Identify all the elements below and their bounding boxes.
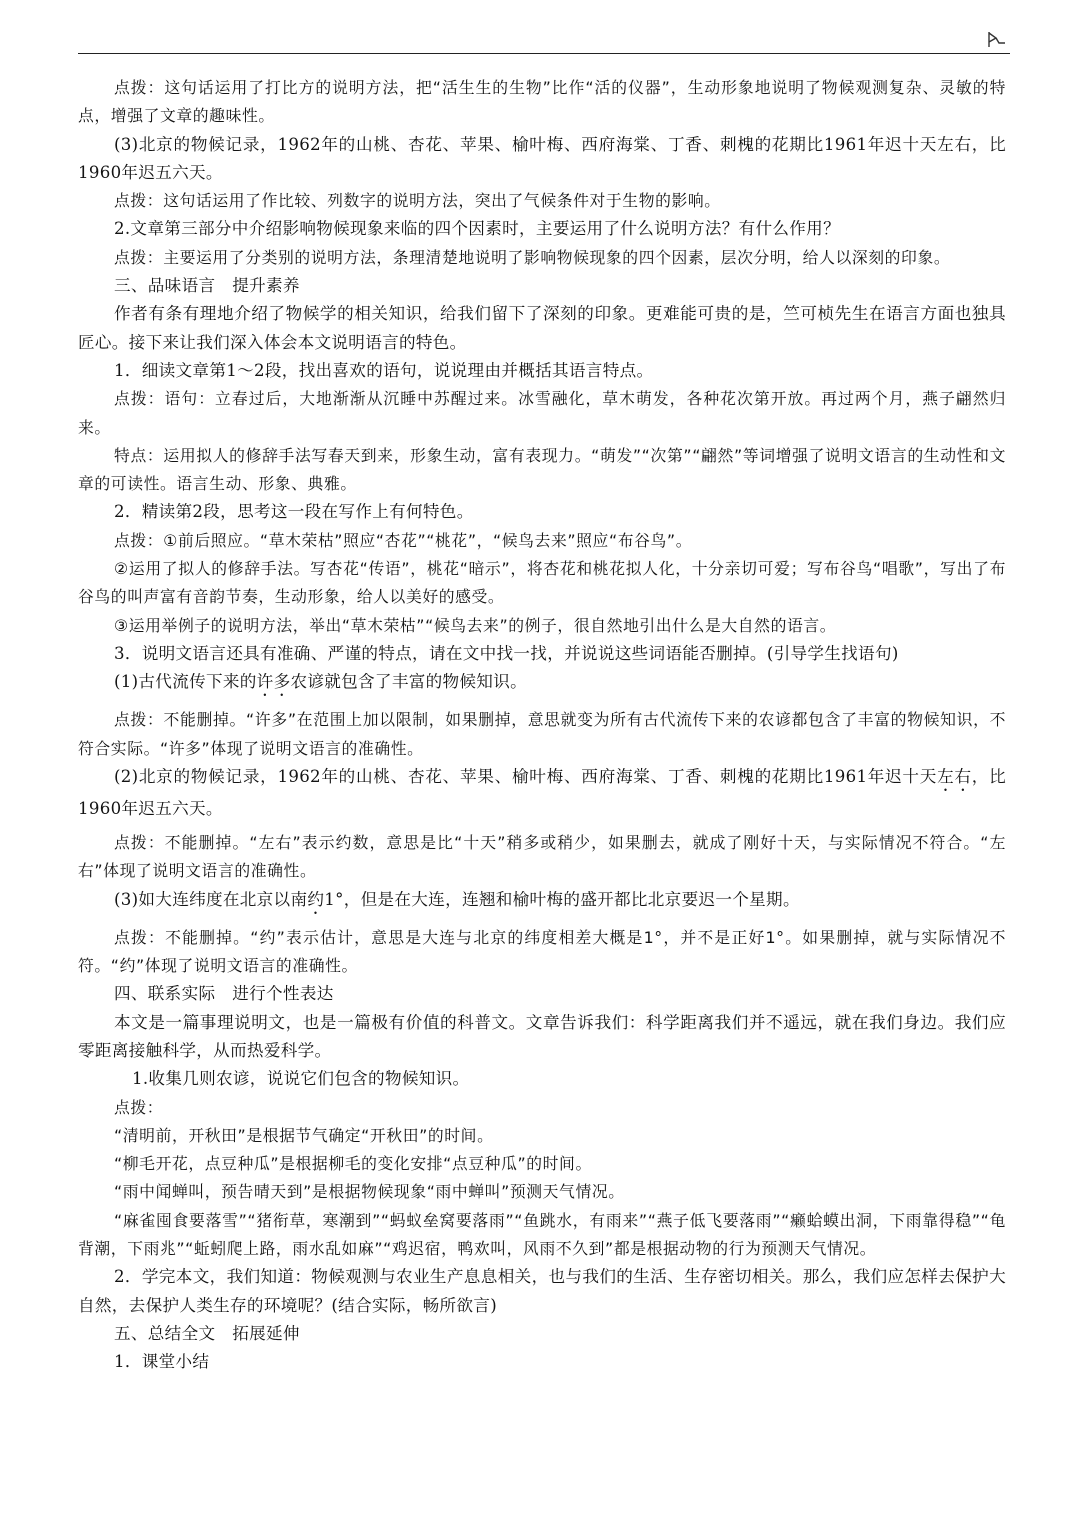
question: 2.文章第三部分中介绍影响物候现象来临的四个因素时，主要运用了什么说明方法？有什么作用？: [114, 219, 840, 239]
question: 1．细读文章第1～2段，找出喜欢的语句，说说理由并概括其语言特点。: [114, 360, 654, 380]
paragraph: 本文是一篇事理说明文，也是一篇极有价值的科普文。文章告诉我们：科学距离我们并不遥远，就在我们身边。我们应零距离接触科学，从而热爱科学。: [78, 1012, 1006, 1060]
paragraph: ②运用了拟人的修辞手法。写杏花“传语”，桃花“暗示”，将杏花和桃花拟人化，十分亲切可爱；写布谷鸟“唱歌”，写出了布谷鸟的叫声富有音韵节奏，生动形象，给人以美好的感受。: [78, 559, 1006, 607]
paragraph: “柳毛开花，点豆种瓜”是根据柳毛的变化安排“点豆种瓜”的时间。: [114, 1154, 592, 1174]
subsection-heading: 1．课堂小结: [114, 1352, 210, 1372]
paragraph: 点拨：不能删掉。“左右”表示约数，意思是比“十天”稍多或稍少，如果删去，就成了刚好十天，与实际情况不符合。“左右”体现了说明文语言的准确性。: [78, 833, 1006, 881]
paragraph: ③运用举例子的说明方法，举出“草木荣枯”“候鸟去来”的例子，很自然地引出什么是大自然的语言。: [114, 615, 837, 635]
paragraph: (3)北京的物候记录，1962年的山桃、杏花、苹果、榆叶梅、西府海棠、丁香、刺槐的花期比1961年迟十天左右，比1960年迟五六天。: [78, 134, 1006, 182]
paragraph: 作者有条有理地介绍了物候学的相关知识，给我们留下了深刻的印象。更难能可贵的是，竺可桢先生在语言方面也独具匠心。接下来让我们深入体会本文说明语言的特色。: [78, 304, 1006, 352]
document-body: [78, 74, 1006, 1376]
paragraph: 特点：运用拟人的修辞手法写春天到来，形象生动，富有表现力。“萌发”“次第”“翩然”等词增强了说明文语言的生动性和文章的可读性。语言生动、形象、典雅。: [78, 445, 1006, 494]
paragraph: 点拨：①前后照应。“草木荣枯”照应“杏花”“桃花”，“候鸟去来”照应“布谷鸟”。: [114, 530, 693, 550]
header-rule: [78, 53, 1010, 54]
sentence-text: (3)如大连纬度在北京以南: [114, 889, 308, 909]
paragraph: 点拨：: [114, 1097, 164, 1117]
emphasized-word: 左右: [937, 766, 972, 786]
section-heading: 四、联系实际 进行个性表达: [114, 984, 334, 1004]
section-heading: 三、品味语言 提升素养: [114, 276, 300, 296]
sentence-text: 1°，但是在大连，连翘和榆叶梅的盛开都比北京要迟一个星期。: [324, 889, 800, 909]
question: 2．精读第2段，思考这一段在写作上有何特色。: [114, 502, 474, 522]
sentence-text: (2)北京的物候记录，1962年的山桃、杏花、苹果、榆叶梅、西府海棠、丁香、刺槐的花期比1961年迟十天: [114, 766, 938, 786]
paragraph: 点拨：这句话运用了作比较、列数字的说明方法，突出了气候条件对于生物的影响。: [114, 191, 721, 211]
question: 3．说明文语言还具有准确、严谨的特点，请在文中找一找，并说说这些词语能否删掉。(引导学生找语句): [114, 643, 899, 663]
sentence-text: (1)古代流传下来的: [114, 672, 257, 692]
example-sentence: [78, 668, 1006, 700]
paragraph: 点拨：主要运用了分类别的说明方法，条理清楚地说明了影响物候现象的四个因素，层次分明，给人以深刻的印象。: [114, 247, 951, 267]
question: 2．学完本文，我们知道：物候观测与农业生产息息相关，也与我们的生活、生存密切相关。那么，我们应怎样去保护大自然，去保护人类生存的环境呢？(结合实际，畅所欲言): [78, 1267, 1006, 1315]
sentence-text: ，比1960年迟五六天。: [78, 766, 1007, 818]
question: 1.收集几则农谚，说说它们包含的物候知识。: [132, 1069, 470, 1089]
header-logo-icon: [986, 30, 1008, 50]
example-sentence: [78, 886, 1006, 918]
emphasized-word: 约: [307, 889, 325, 909]
paragraph: 点拨：语句：立春过后，大地渐渐从沉睡中苏醒过来。冰雪融化，草木萌发，各种花次第开放。再过两个月，燕子翩然归来。: [78, 389, 1006, 437]
sentence-text: 农谚就包含了丰富的物候知识。: [290, 672, 527, 692]
paragraph: 点拨：这句话运用了打比方的说明方法，把“活生生的生物”比作“活的仪器”，生动形象地说明了物候观测复杂、灵敏的特点，增强了文章的趣味性。: [78, 78, 1006, 126]
paragraph: 点拨：不能删掉。“约”表示估计，意思是大连与北京的纬度相差大概是1°，并不是正好1°。如果删掉，就与实际情况不符。“约”体现了说明文语言的准确性。: [78, 927, 1006, 976]
section-heading: 五、总结全文 拓展延伸: [114, 1323, 300, 1343]
example-sentence: [78, 763, 1006, 823]
paragraph: “清明前，开秋田”是根据节气确定“开秋田”的时间。: [114, 1125, 494, 1145]
emphasized-word: 许多: [256, 672, 291, 692]
paragraph: “麻雀囤食要落雪”“猪衔草，寒潮到”“蚂蚁垒窝要落雨”“鱼跳水，有雨来”“燕子低飞要落雨”“癞蛤蟆出洞，下雨靠得稳”“龟背潮，下雨兆”“蚯蚓爬上路，雨水乱如麻”“鸡迟宿，鸭欢叫，风雨不久到”都是根据动物的行为预测天气情况。: [78, 1210, 1006, 1258]
paragraph: 点拨：不能删掉。“许多”在范围上加以限制，如果删掉，意思就变为所有古代流传下来的农谚都包含了丰富的物候知识，不符合实际。“许多”体现了说明文语言的准确性。: [78, 710, 1006, 758]
paragraph: “雨中闻蝉叫，预告晴天到”是根据物候现象“雨中蝉叫”预测天气情况。: [114, 1182, 625, 1202]
